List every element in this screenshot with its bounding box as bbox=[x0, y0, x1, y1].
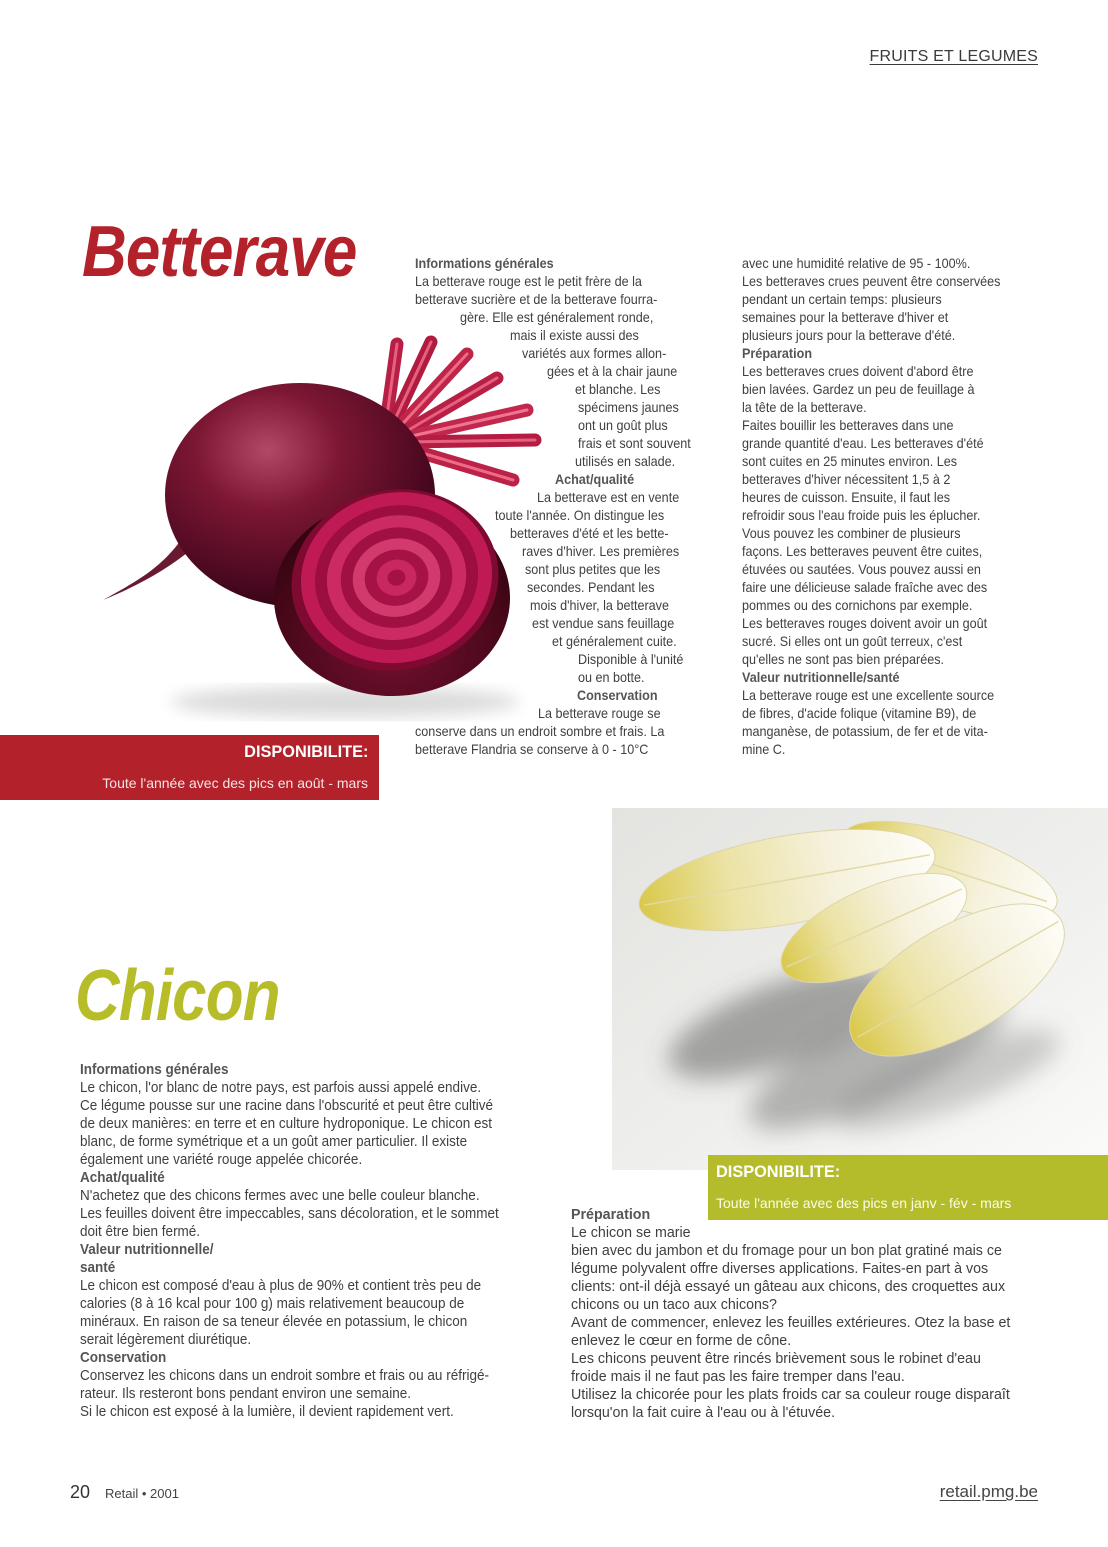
text-line: La betterave rouge est le petit frère de la bbox=[415, 273, 642, 289]
text-line: mine C. bbox=[742, 741, 786, 757]
text-line: frais et sont souvent bbox=[578, 435, 691, 451]
text-line: pendant un certain temps: plusieurs bbox=[742, 291, 942, 307]
text-line: Faites bouillir les betteraves dans une bbox=[742, 417, 954, 433]
text-line: doit être bien fermé. bbox=[80, 1223, 201, 1240]
betterave-column-2 bbox=[742, 254, 1029, 758]
text-line: grande quantité d'eau. Les betteraves d'été bbox=[742, 435, 984, 451]
section-heading: Préparation bbox=[742, 345, 813, 361]
text-line: serait légèrement diurétique. bbox=[80, 1331, 252, 1348]
text-line: froide mais il ne faut pas les faire tremper dans l'eau. bbox=[571, 1368, 905, 1385]
section-heading: Préparation bbox=[571, 1206, 651, 1223]
chicon-title: Chicon bbox=[75, 956, 280, 1036]
text-line: clients: ont-il déjà essayé un gâteau aux chicons, des croquettes aux bbox=[571, 1278, 1006, 1295]
section-header: FRUITS ET LEGUMES bbox=[869, 48, 1038, 65]
text-line: betterave Flandria se conserve à 0 - 10°C bbox=[415, 741, 649, 757]
text-line: Utilisez la chicorée pour les plats froids car sa couleur rouge disparaît bbox=[571, 1386, 1010, 1403]
text-line: Le chicon se marie bbox=[571, 1224, 691, 1241]
text-line: Avant de commencer, enlevez les feuilles extérieures. Otez la base et bbox=[571, 1314, 1011, 1331]
text-line: secondes. Pendant les bbox=[527, 579, 655, 595]
text-line: sucré. Si elles ont un goût terreux, c'est bbox=[742, 633, 963, 649]
text-line: betteraves d'été et les bette- bbox=[510, 525, 669, 541]
betterave-title: Betterave bbox=[82, 212, 357, 292]
text-line: qu'elles ne sont pas bien préparées. bbox=[742, 651, 945, 667]
endive-illustration bbox=[612, 808, 1108, 1170]
text-line: N'achetez que des chicons fermes avec une belle couleur blanche. bbox=[80, 1187, 480, 1204]
text-line: betterave sucrière et de la betterave fourra- bbox=[415, 291, 658, 307]
text-line: étuvées ou sautées. Vous pouvez aussi en bbox=[742, 561, 981, 577]
text-line: calories (8 à 16 kcal pour 100 g) mais relativement beaucoup de bbox=[80, 1295, 465, 1312]
text-line: manganèse, de potassium, de fer et de vita- bbox=[742, 723, 988, 739]
text-line: La betterave rouge se bbox=[538, 705, 661, 721]
text-line: mois d'hiver, la betterave bbox=[530, 597, 669, 613]
text-line: Les betteraves rouges doivent avoir un goût bbox=[742, 615, 988, 631]
betterave-availability-banner bbox=[0, 735, 379, 800]
text-line: Ce légume pousse sur une racine dans l'obscurité et peut être cultivé bbox=[80, 1097, 494, 1114]
section-heading: Informations générales bbox=[80, 1061, 229, 1078]
publication-name: Retail • 2001 bbox=[105, 1486, 179, 1501]
text-line: sont cuites en 25 minutes environ. Les bbox=[742, 453, 958, 469]
text-line: lorsqu'on la fait cuire à l'eau ou à l'étuvée. bbox=[571, 1404, 836, 1421]
text-line: de deux manières: en terre et en culture hydroponique. Le chicon est bbox=[80, 1115, 493, 1132]
text-line: mais il existe aussi des bbox=[510, 327, 639, 343]
text-line: Vous pouvez les combiner de plusieurs bbox=[742, 525, 961, 541]
text-line: rateur. Ils resteront bons pendant environ une semaine. bbox=[80, 1385, 411, 1402]
text-line: minéraux. En raison de sa teneur élevée en potassium, le chicon bbox=[80, 1313, 468, 1330]
text-line: Conservez les chicons dans un endroit sombre et frais ou au réfrigé- bbox=[80, 1367, 489, 1384]
beet-root-tail bbox=[103, 540, 193, 600]
text-line: Si le chicon est exposé à la lumière, il devient rapidement vert. bbox=[80, 1403, 454, 1420]
text-line: chicons ou un taco aux chicons? bbox=[571, 1296, 777, 1313]
availability-label: DISPONIBILITE: bbox=[243, 742, 368, 761]
text-line: Les betteraves crues doivent d'abord être bbox=[742, 363, 974, 379]
text-line: et généralement cuite. bbox=[552, 633, 677, 649]
text-line: pommes ou des cornichons par exemple. bbox=[742, 597, 973, 613]
text-line: heures de cuisson. Ensuite, il faut les bbox=[742, 489, 951, 505]
text-line: avec une humidité relative de 95 - 100%. bbox=[742, 255, 971, 271]
text-line: faire une délicieuse salade fraîche avec des bbox=[742, 579, 988, 595]
text-line: plusieurs jours pour la betterave d'été. bbox=[742, 327, 956, 343]
text-line: raves d'hiver. Les premières bbox=[522, 543, 680, 559]
text-line: gées et à la chair jaune bbox=[547, 363, 678, 379]
website-link: retail.pmg.be bbox=[939, 1482, 1038, 1501]
text-line: blanc, de forme symétrique et a un goût amer particulier. Il existe bbox=[80, 1133, 468, 1150]
text-line: ont un goût plus bbox=[578, 417, 668, 433]
availability-text: Toute l'année avec des pics en août - mars bbox=[102, 775, 368, 791]
text-line: variétés aux formes allon- bbox=[522, 345, 667, 361]
text-line: ou en botte. bbox=[578, 669, 645, 685]
text-line: de fibres, d'acide folique (vitamine B9), de bbox=[742, 705, 977, 721]
section-heading: Valeur nutritionnelle/ bbox=[80, 1241, 214, 1258]
section-heading: Valeur nutritionnelle/santé bbox=[742, 669, 900, 685]
text-line: toute l'année. On distingue les bbox=[495, 507, 665, 523]
text-line: refroidir sous l'eau froide puis les éplucher. bbox=[742, 507, 981, 523]
availability-label: DISPONIBILITE: bbox=[716, 1162, 841, 1181]
text-line: Les feuilles doivent être impeccables, sans décoloration, et le sommet bbox=[80, 1205, 499, 1222]
text-line: la tête de la betterave. bbox=[742, 399, 867, 415]
section-heading: santé bbox=[80, 1259, 116, 1276]
chicon-column-1 bbox=[80, 1061, 545, 1421]
betterave-column-1 bbox=[415, 254, 703, 758]
chicon-column-2 bbox=[571, 1206, 1033, 1422]
availability-text: Toute l'année avec des pics en janv - fév - mars bbox=[716, 1195, 1012, 1211]
text-line: Le chicon, l'or blanc de notre pays, est parfois aussi appelé endive. bbox=[80, 1079, 482, 1096]
text-line: également une variété rouge appelée chicorée. bbox=[80, 1151, 363, 1168]
text-line: sont plus petites que les bbox=[525, 561, 661, 577]
text-line: La betterave rouge est une excellente source bbox=[742, 687, 995, 703]
text-line: et blanche. Les bbox=[575, 381, 661, 397]
text-line: bien avec du jambon et du fromage pour un bon plat gratiné mais ce bbox=[571, 1242, 1002, 1259]
text-line: gère. Elle est généralement ronde, bbox=[460, 309, 654, 325]
text-line: enlevez le cœur en forme de cône. bbox=[571, 1332, 792, 1349]
text-line: semaines pour la betterave d'hiver et bbox=[742, 309, 949, 325]
section-heading: Achat/qualité bbox=[80, 1169, 165, 1186]
section-heading: Informations générales bbox=[415, 255, 554, 271]
text-line: légume polyvalent offre diverses applications. Faites-en part à vos bbox=[571, 1260, 989, 1277]
text-line: betteraves d'hiver nécessitent 1,5 à 2 bbox=[742, 471, 951, 487]
page-number: 20 bbox=[70, 1482, 91, 1502]
section-heading: Conservation bbox=[80, 1349, 167, 1366]
endive-photo bbox=[612, 808, 1108, 1170]
chicon-availability-banner bbox=[708, 1155, 1108, 1220]
text-line: conserve dans un endroit sombre et frais. La bbox=[415, 723, 665, 739]
text-line: utilisés en salade. bbox=[575, 453, 676, 469]
text-line: spécimens jaunes bbox=[578, 399, 679, 415]
text-line: Le chicon est composé d'eau à plus de 90% et contient très peu de bbox=[80, 1277, 482, 1294]
text-line: Disponible à l'unité bbox=[578, 651, 684, 667]
text-line: façons. Les betteraves peuvent être cuites, bbox=[742, 543, 983, 559]
text-line: bien lavées. Gardez un peu de feuillage à bbox=[742, 381, 975, 397]
text-line: est vendue sans feuillage bbox=[532, 615, 675, 631]
text-line: Les betteraves crues peuvent être conservées bbox=[742, 273, 1001, 289]
section-heading: Conservation bbox=[577, 687, 658, 703]
text-line: Les chicons peuvent être rincés brièvement sous le robinet d'eau bbox=[571, 1350, 981, 1367]
section-heading: Achat/qualité bbox=[555, 471, 635, 487]
text-line: La betterave est en vente bbox=[537, 489, 680, 505]
